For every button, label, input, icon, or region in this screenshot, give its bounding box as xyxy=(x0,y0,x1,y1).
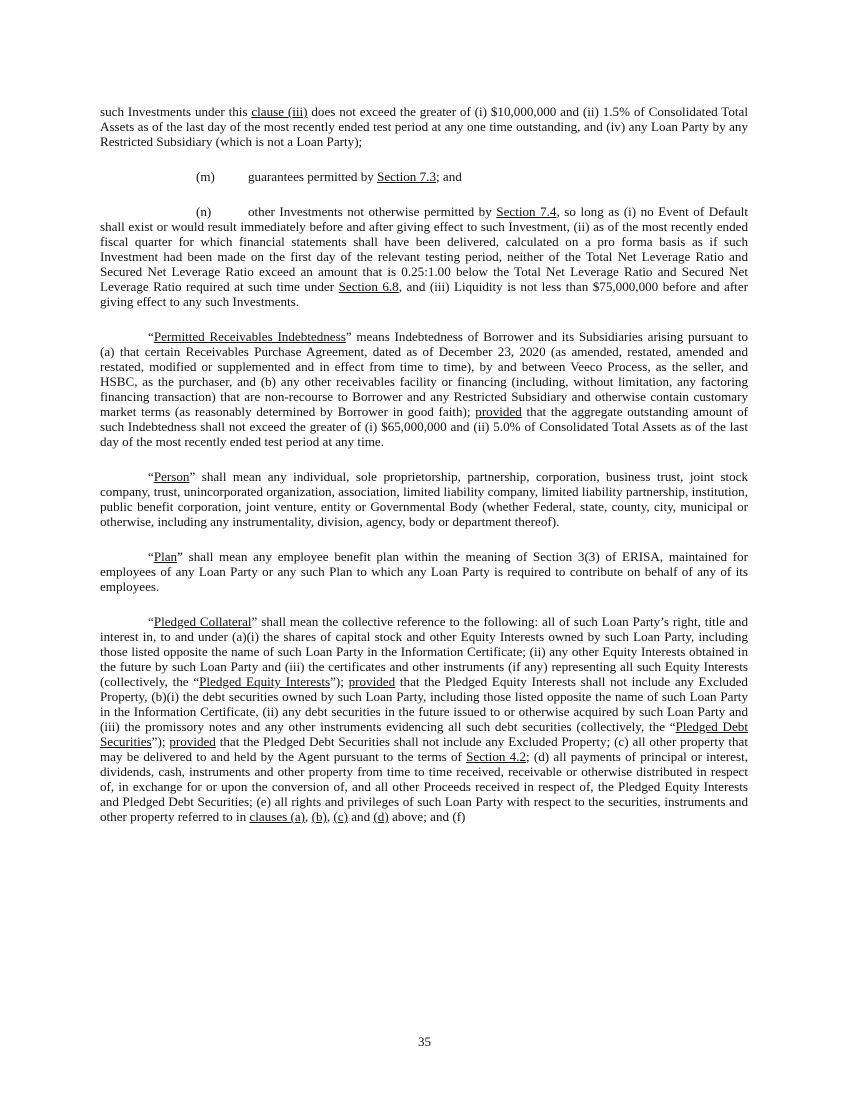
definition-permitted-receivables-indebtedness: “Permitted Receivables Indebtedness” means Indebtedness of Borrower and its Subsidiaries arising pursuant to (a) that certain Receivables Purchase Agreement, dated as of December 23, 2020 (as amended, restated, amended and restated, modified or supplemented and in effect from time to time), by and between Veeco Process, as the seller, and HSBC, as the purchaser, and (b) any other receivables facility or financing (including, without limitation, any factoring financing transaction) that are non-recourse to Borrower and any Restricted Subsidiary and otherwise contain customary market terms (as reasonably determined by Borrower in good faith); provided that the aggregate outstanding amount of such Indebtedness shall not exceed the greater of (i) $65,000,000 and (ii) 5.0% of Consolidated Total Assets as of the last day of the most recently ended test period at any time. xyxy=(100,329,749,449)
defined-term: Permitted Receivables Indebtedness xyxy=(153,329,346,344)
paragraph-continuation: such Investments under this clause (iii) does not exceed the greater of (i) $10,000,000 and (ii) 1.5% of Consolidated Total Assets as of the last day of the most recently ended test period at any one time outstanding, and (iv) any Loan Party by any Restricted Subsidiary (which is not a Loan Party); xyxy=(100,104,748,149)
proviso: provided xyxy=(348,674,396,689)
proviso: provided xyxy=(475,404,522,419)
defined-term: Person xyxy=(153,469,190,484)
document-page xyxy=(100,104,748,824)
defined-term: Pledged Collateral xyxy=(153,614,252,629)
section-ref: Section 7.4 xyxy=(496,204,557,219)
definition-person: “Person” shall mean any individual, sole proprietorship, partnership, corporation, business trust, joint stock company, trust, unincorporated organization, association, limited liability company, limited liability partnership, institution, public benefit corporation, joint venture, entity or Governmental Body (whether Federal, state, county, city, municipal or otherwise, including any instrumentality, division, agency, body or department thereof). xyxy=(100,469,748,529)
clause-ref: (c) xyxy=(333,809,348,824)
section-ref: Section 6.8 xyxy=(338,279,399,294)
clause-iii-ref: clause (iii) xyxy=(251,104,308,119)
proviso: provided xyxy=(169,734,216,749)
defined-term: Pledged Debt Securities xyxy=(100,719,748,749)
defined-term: Pledged Equity Interests xyxy=(199,674,331,689)
section-ref: Section 7.3 xyxy=(377,169,436,184)
clause-label: (m) xyxy=(196,169,215,184)
clause-label: (n) xyxy=(196,204,212,219)
definition-pledged-collateral: “Pledged Collateral” shall mean the collective reference to the following: all of such Loan Party’s right, title and interest in, to and under (a)(i) the shares of capital stock and other Equity Interests owned by such Loan Party, including those listed opposite the name of such Loan Party in the Information Certificate; (ii) any other Equity Interests obtained in the future by such Loan Party and (iii) the certificates and other instruments (if any) representing all such Equity Interests (collectively, the “Pledged Equity Interests”); provided that the Pledged Equity Interests shall not include any Excluded Property, (b)(i) the debt securities owned by such Loan Party, including those listed opposite the name of such Loan Party in the Information Certificate, (ii) any debt securities in the future issued to or otherwise acquired by such Loan Party and (iii) the promissory notes and any other instruments evidencing all such debt securities (collectively, the “Pledged Debt Securities”); provided that the Pledged Debt Securities shall not include any Excluded Property; (c) all other property that may be delivered to and held by the Agent pursuant to the terms of Section 4.2; (d) all payments of principal or interest, dividends, cash, instruments and other property from time to time received, receivable or otherwise distributed in respect of, in exchange for or upon the conversion of, and all other Proceeds received in respect of, the Pledged Equity Interests and Pledged Debt Securities; (e) all rights and privileges of such Loan Party with respect to the securities, instruments and other property referred to in clauses (a), (b), (c) and (d) above; and (f) xyxy=(100,614,748,824)
clause-ref: (b) xyxy=(311,809,327,824)
definition-plan: “Plan” shall mean any employee benefit plan within the meaning of Section 3(3) of ERISA, maintained for employees of any Loan Party or any such Plan to which any Loan Party is required to contribute on behalf of any of its employees. xyxy=(100,549,748,594)
section-ref: Section 4.2 xyxy=(466,749,527,764)
page-number: 35 xyxy=(417,1034,432,1049)
clause-ref: clauses (a) xyxy=(249,809,306,824)
clause-m: (m) guarantees permitted by Section 7.3; and xyxy=(196,169,462,184)
defined-term: Plan xyxy=(153,549,178,564)
clause-n: (n) other Investments not otherwise permitted by Section 7.4, so long as (i) no Event of Default shall exist or would result immediately before and after giving effect to such Investment, (ii) as of the most recently ended fiscal quarter for which financial statements shall have been delivered, calculated on a pro forma basis as if such Investment had been made on the first day of the relevant testing period, neither of the Total Net Leverage Ratio and Secured Net Leverage Ratio exceed an amount that is 0.25:1.00 below the Total Net Leverage Ratio and Secured Net Leverage Ratio required at such time under Section 6.8, and (iii) Liquidity is not less than $75,000,000 before and after giving effect to any such Investments. xyxy=(100,204,749,309)
clause-ref: (d) xyxy=(373,809,389,824)
